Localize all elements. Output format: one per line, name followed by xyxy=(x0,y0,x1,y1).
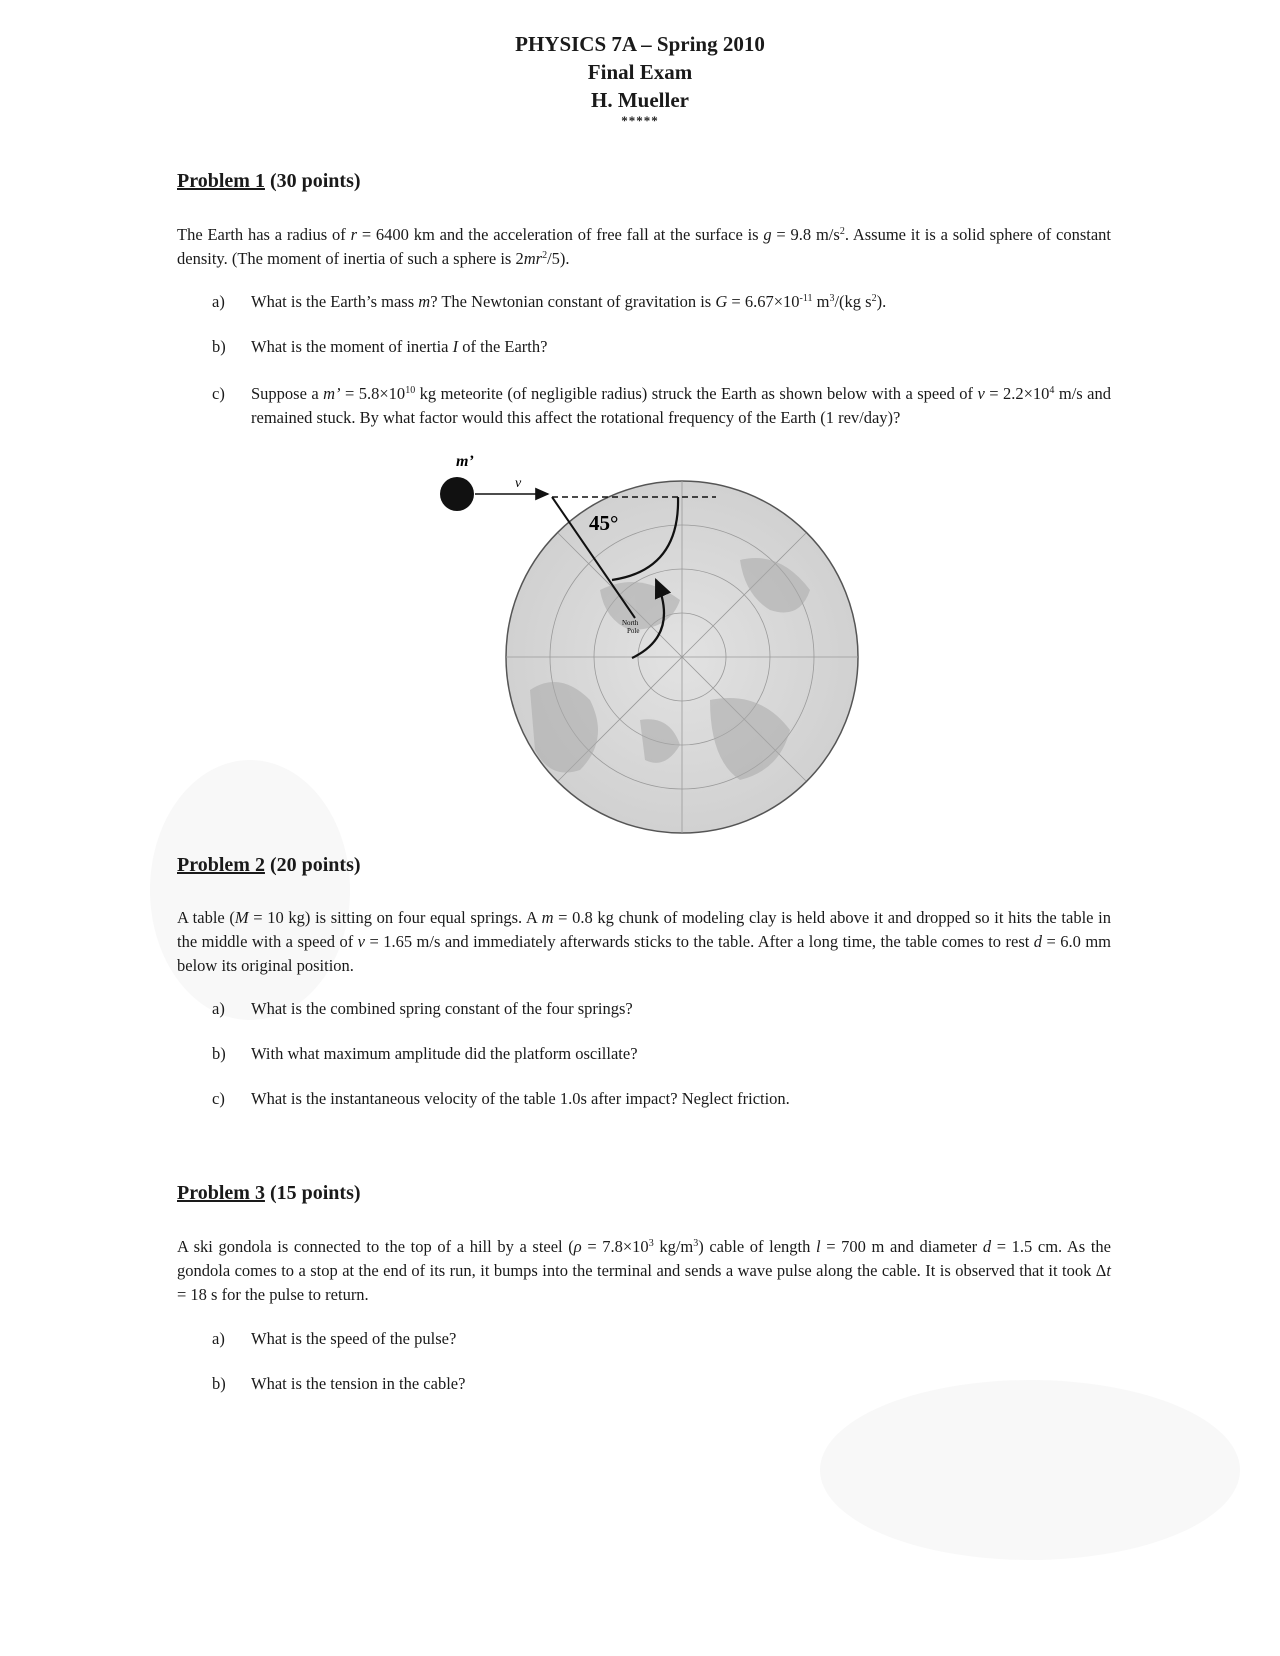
exam-page: PHYSICS 7A – Spring 2010 Final Exam H. Mueller ***** Problem 1 (30 points) The Earth has a radius of r = 6400 km and the acceleration of free fall at the surface is g = 9.8 $m/s^2$. Assume it is a solid sphere of constant density. (The moment of inertia of such a sphere is $2mr^2/5$). a) What is the Earth’s mass m? The Newtonian constant of gravitation is $G = 6.67\times 10^{-11}$ $m^3/(kg$ $s^2$). b) What is the moment of inertia I of the Earth? c) Suppose a m’ = $5.8\times 10^{10}$ kg meteorite (of negligible radius) struck the Earth as shown below with a speed of $v = 2.2\times 10^4$ m/s and remained stuck. By what factor would this affect the rotational frequency of the Earth (1 rev/day)? m’ v 45° North Pole Problem 2 (20 points) A table (M = 10 kg) is sitting on four equal springs. A m = 0.8 kg chunk of modeling clay is held above it and dropped so it hits the table in the middle with a speed of v = 1.65 m/s and immediately afterwards sticks to the table. After a long time, the table comes to rest d = 6.0 mm below its original position. a) What is the combined spring constant of the four springs? b) With what maximum amplitude did the platform oscillate? c) What is the instantaneous velocity of the table 1.0s after impact? Neglect friction. Problem 3 (15 points) A ski gondola is connected to the top of a hill by a steel ($\rho = 7.8\times 10^3$ $kg/m^3$) cable of length l = 700 m and diameter d = 1.5 cm. As the gondola comes to a stop at the end of its run, it bumps into the terminal and sends a wave pulse along the cable. It is observed that it took Δt = 18 s for the pulse to return. a) What is the speed of the pulse? b) What is the tension in the cable? xyxy=(0,0,1280,1656)
north-pole-label-1: North xyxy=(622,619,639,627)
problem-1-name: Problem 1 xyxy=(177,170,265,192)
exam-title: Final Exam xyxy=(587,60,693,84)
north-pole-label-2: Pole xyxy=(627,627,640,635)
problem-3-name: Problem 3 xyxy=(177,1182,265,1204)
problem-3-points: (15 points) xyxy=(269,1182,361,1204)
instructor-name: H. Mueller xyxy=(591,88,689,112)
problem-2-title xyxy=(177,854,361,877)
earth-meteorite-diagram xyxy=(440,453,860,830)
meteorite xyxy=(440,477,474,511)
problem-1-title xyxy=(177,170,361,193)
problem-1-intro: The Earth has a radius of r = 6400 km and the acceleration of free fall at the surface is g = 9.8 $m/s^2$. Assume it is a solid sphere of constant density. (The moment of inertia of such a sphere is $2mr^2/5$). xyxy=(177,225,1111,268)
problem-3-title xyxy=(177,1182,361,1205)
velocity-label: v xyxy=(515,476,522,491)
globe-grid xyxy=(506,481,858,833)
problem-3-intro: A ski gondola is connected to the top of a hill by a steel ($\rho = 7.8\times 10^3$ $kg/m^3$) cable of length l = 700 m and diameter d = 1.5 cm. As the gondola comes to a stop at the end of its run, it bumps into the terminal and sends a wave pulse along the cable. It is observed that it took Δt = 18 s for the pulse to return. xyxy=(177,1237,1111,1304)
exam-header xyxy=(0,30,1280,128)
scan-smudge xyxy=(820,1380,1240,1560)
angle-label: 45° xyxy=(589,511,619,535)
problem-2-points: (20 points) xyxy=(269,854,361,876)
scan-smudge xyxy=(150,760,350,1020)
course-title: PHYSICS 7A – Spring 2010 xyxy=(515,32,765,56)
problem-2-name: Problem 2 xyxy=(177,854,265,876)
mass-label: m’ xyxy=(456,453,474,470)
problem-1-points: (30 points) xyxy=(269,170,361,192)
problem-2-intro: A table (M = 10 kg) is sitting on four equal springs. A m = 0.8 kg chunk of modeling clay is held above it and dropped so it hits the table in the middle with a speed of v = 1.65 m/s and immediately afterwards sticks to the table. After a long time, the table comes to rest d = 6.0 mm below its original position. xyxy=(177,908,1111,975)
header-stars: ***** xyxy=(621,113,659,128)
